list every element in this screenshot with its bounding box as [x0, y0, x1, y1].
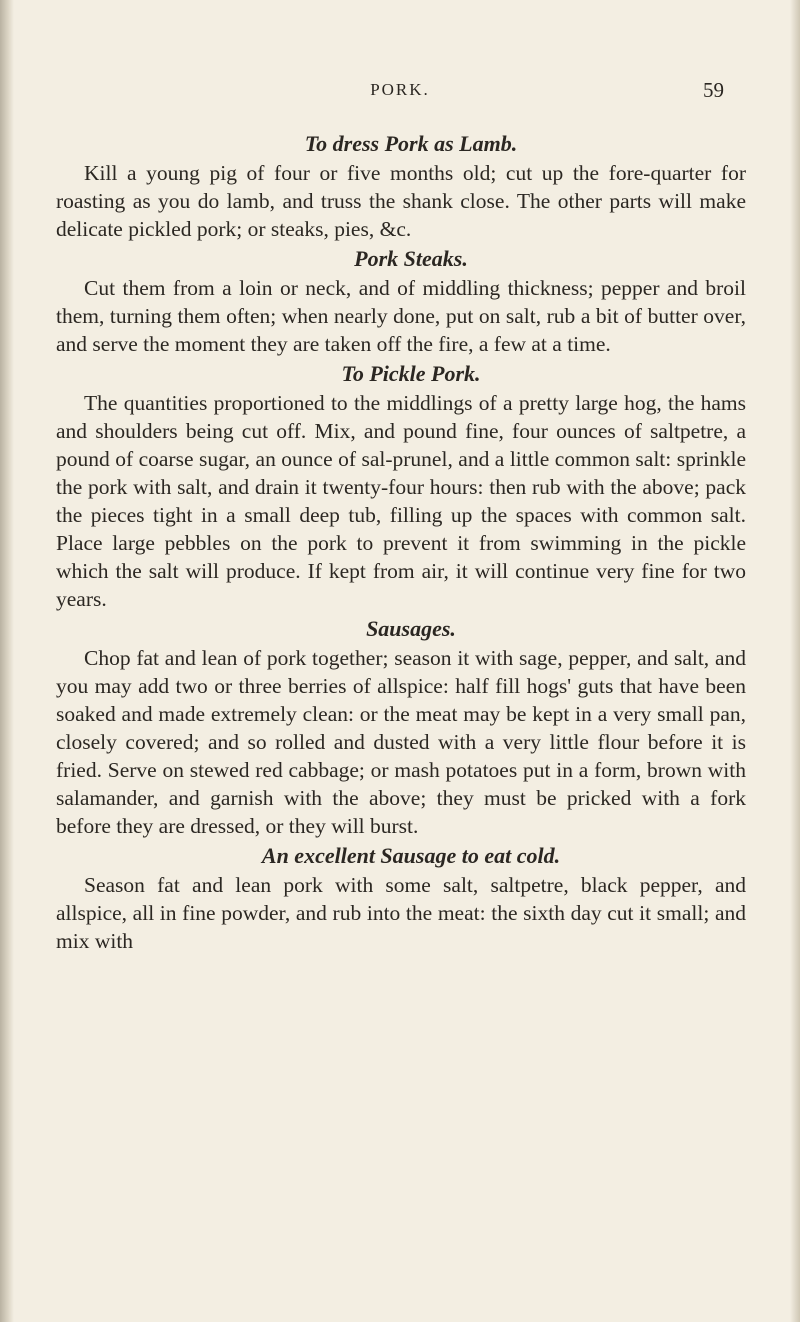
page-binding-edge	[0, 0, 14, 1322]
recipe-text: Cut them from a loin or neck, and of middling thickness; pepper and broil them, turning them often; when nearly done, put on salt, rub a bit of butter over, and serve the moment they are taken off the fire, a few at a time.	[56, 276, 746, 356]
recipe-section	[56, 358, 746, 613]
page-body	[56, 128, 746, 955]
recipe-section	[56, 243, 746, 358]
page-outer-edge	[790, 0, 800, 1322]
recipe-section	[56, 128, 746, 243]
recipe-text: Chop fat and lean of pork together; season it with sage, pepper, and salt, and you may add two or three berries of allspice: half fill hogs' guts that have been soaked and made extremely clean: or the meat may be kept in a very small pan, closely covered; and so rolled and dusted with a very little flour before it is fried. Serve on stewed red cabbage; or mash potatoes put in a form, brown with salamander, and garnish with the above; they must be pricked with a fork before they are dressed, or they will burst.	[56, 646, 746, 838]
page-number: 59	[703, 78, 724, 102]
recipe-text: Kill a young pig of four or five months old; cut up the fore-quarter for roasting as you do lamb, and truss the shank close. The other parts will make delicate pickled pork; or steaks, pies, &c.	[56, 161, 746, 241]
recipe-title: Sausages.	[366, 616, 456, 641]
page-header	[60, 80, 740, 110]
running-head: PORK.	[370, 80, 430, 99]
recipe-title: To dress Pork as Lamb.	[304, 131, 518, 156]
recipe-text: The quantities proportioned to the middlings of a pretty large hog, the hams and shoulders being cut off. Mix, and pound fine, four ounces of saltpetre, a pound of coarse sugar, an ounce of sal-prunel, and a little common salt: sprinkle the pork with salt, and drain it twenty-four hours: then rub with the above; pack the pieces tight in a small deep tub, filling up the spaces with common salt. Place large pebbles on the pork to prevent it from swimming in the pickle which the salt will produce. If kept from air, it will continue very fine for two years.	[56, 391, 746, 611]
recipe-section	[56, 840, 746, 955]
recipe-title: Pork Steaks.	[354, 246, 468, 271]
recipe-section	[56, 613, 746, 840]
recipe-text: Season fat and lean pork with some salt, saltpetre, black pepper, and allspice, all in fine powder, and rub into the meat: the sixth day cut it small; and mix with	[56, 873, 746, 953]
recipe-title: To Pickle Pork.	[341, 361, 481, 386]
recipe-title: An excellent Sausage to eat cold.	[261, 843, 561, 868]
